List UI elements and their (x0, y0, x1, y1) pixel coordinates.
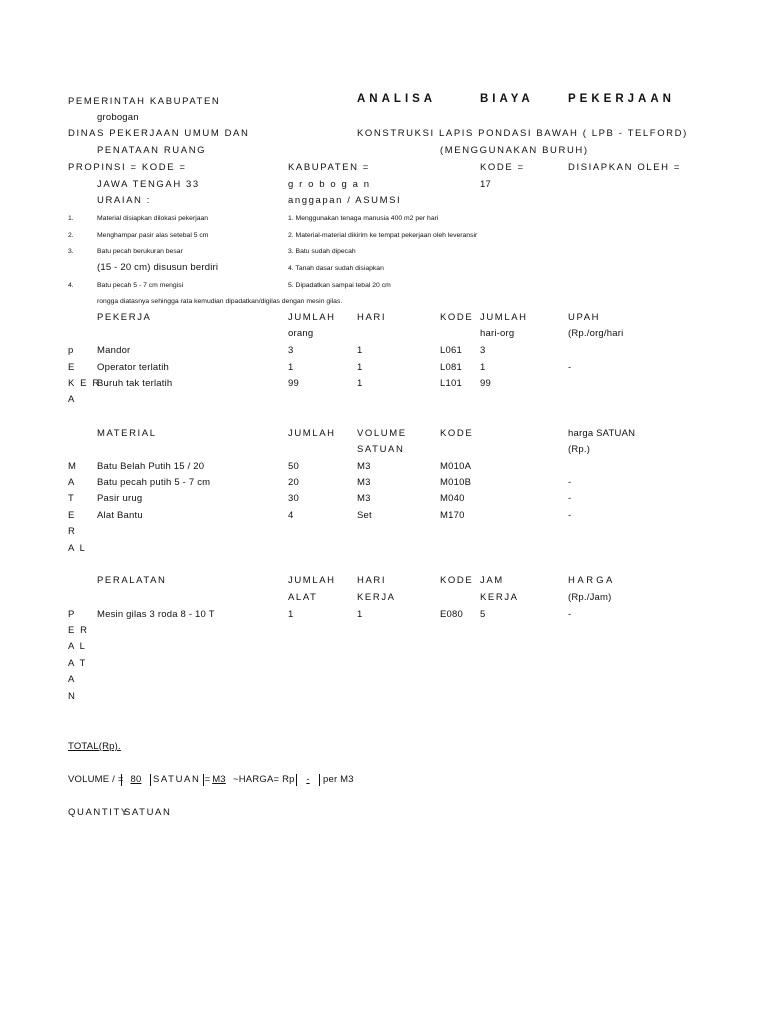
worker-hari: 1 (357, 345, 363, 356)
col-header-kode: KODE (440, 575, 474, 586)
col-header-kode: KODE (440, 428, 474, 439)
sub-header-orang: orang (288, 328, 314, 339)
worker-jumlah: 1 (288, 362, 294, 373)
col-header-hari: HARI (357, 575, 387, 586)
material-harga: - (568, 493, 572, 504)
worker-hari: 1 (357, 378, 363, 389)
kode-value: 17 (480, 179, 491, 190)
col-header-volume: VOLUME (357, 428, 407, 439)
material-name: Batu Belah Putih 15 / 20 (97, 461, 205, 472)
material-name: Pasir urug (97, 493, 143, 504)
per-unit: per M3 (323, 774, 354, 785)
subtitle-2: (MENGGUNAKAN BURUH) (440, 145, 589, 156)
side-letter: p (68, 345, 74, 356)
uraian-step: Material disiapkan dilokasi pekerjaan (97, 215, 209, 222)
uraian-label: URAIAN : (97, 195, 151, 206)
col-header-jam: JAM (480, 575, 504, 586)
side-letter: A (68, 477, 75, 488)
side-letter: P (68, 609, 75, 620)
asumsi-item: 3. Batu sudah dipecah (288, 248, 356, 255)
kabupaten-value: g r o b o g a n (288, 179, 371, 190)
title-word-1: ANALISA (357, 93, 437, 105)
material-satuan: M3 (357, 477, 371, 488)
side-letter: T (68, 493, 75, 504)
asumsi-item: 4. Tanah dasar sudah disiapkan (288, 265, 384, 272)
sub-header-satuan: SATUAN (357, 444, 405, 455)
side-letter: N (68, 691, 76, 702)
material-kode: M010B (440, 477, 472, 488)
agency-line-4: PENATAAN RUANG (97, 145, 207, 156)
material-harga: - (568, 510, 572, 521)
uraian-step: (15 - 20 cm) disusun berdiri (97, 262, 219, 273)
harga-label: ~HARGA= Rp (233, 774, 295, 785)
disiapkan-label: DISIAPKAN OLEH = (568, 162, 681, 173)
quantity-label: QUANTITY (68, 807, 129, 818)
sub-header-rp: (Rp.) (568, 444, 591, 455)
material-name: Batu pecah putih 5 - 7 cm (97, 477, 211, 488)
asumsi-item: 5. Dipadatkan sampai tebal 20 cm (288, 282, 391, 289)
worker-jumlah: 99 (288, 378, 299, 389)
equipment-name: Mesin gilas 3 roda 8 - 10 T (97, 609, 215, 620)
total-label: TOTAL(Rp). (68, 741, 121, 752)
satuan-label: SATUAN = (153, 774, 212, 785)
worker-kode: L101 (440, 378, 462, 389)
material-satuan: Set (357, 510, 372, 521)
worker-upah: - (568, 362, 572, 373)
equipment-kode: E080 (440, 609, 463, 620)
satuan-word: SATUAN (124, 807, 172, 818)
harga-value: - (296, 774, 320, 786)
equipment-hari: 1 (357, 609, 363, 620)
material-jumlah: 50 (288, 461, 299, 472)
title-word-2: BIAYA (480, 93, 534, 105)
uraian-num: 3. (68, 248, 74, 255)
sub-header-rp: (Rp./org/hari (568, 328, 624, 339)
side-letter: E (68, 510, 75, 521)
side-letter: K E R . (68, 378, 110, 389)
uraian-tail: rongga diatasnya sehingga rata kemudian dipadatkan/digilas dengan mesin gilas. (97, 298, 343, 305)
material-jumlah: 30 (288, 493, 299, 504)
side-letter: A (68, 674, 75, 685)
uraian-num: 4. (68, 282, 74, 289)
col-header-harga-satuan: harga SATUAN (568, 428, 636, 439)
sub-header-hari-org: hari-org (480, 328, 515, 339)
material-harga: - (568, 477, 572, 488)
col-header-jumlah: JUMLAH (288, 312, 336, 323)
equipment-jumlah: 1 (288, 609, 294, 620)
material-kode: M170 (440, 510, 465, 521)
asumsi-item: 2. Material-material dikirim ke tempat pekerjaan oleh leveransir (288, 232, 478, 239)
material-satuan: M3 (357, 461, 371, 472)
col-header-upah: UPAH (568, 312, 601, 323)
material-kode: M040 (440, 493, 465, 504)
col-header-jumlah-2: JUMLAH (480, 312, 528, 323)
agency-line-3: DINAS PEKERJAAN UMUM DAN (68, 128, 250, 139)
worker-name: Operator terlatih (97, 362, 170, 373)
side-letter: A L (68, 641, 87, 652)
sub-header-kerja-2: KERJA (480, 592, 519, 603)
asumsi-label: anggapan / ASUMSI (288, 195, 402, 206)
uraian-num: 1. (68, 215, 74, 222)
side-letter: A T (68, 658, 87, 669)
agency-line-2: grobogan (97, 112, 139, 123)
worker-hari-org: 1 (480, 362, 486, 373)
equipment-jam: 5 (480, 609, 486, 620)
material-name: Alat Bantu (97, 510, 143, 521)
worker-name: Mandor (97, 345, 131, 356)
uraian-step: Menghampar pasir alas setebal 5 cm (97, 232, 209, 239)
kode-label: KODE = (480, 162, 525, 173)
propinsi-value: JAWA TENGAH 33 (97, 179, 200, 190)
pekerja-header: PEKERJA (97, 312, 152, 323)
side-letter: E R (68, 625, 89, 636)
agency-line-1: PEMERINTAH KABUPATEN (68, 96, 221, 107)
volume-label: VOLUME / = (68, 774, 124, 785)
material-satuan: M3 (357, 493, 371, 504)
kabupaten-label: KABUPATEN = (288, 162, 370, 173)
side-letter: A (68, 394, 75, 405)
side-letter: A L (68, 543, 87, 554)
subtitle: KONSTRUKSI LAPIS PONDASI BAWAH ( LPB - TELFORD) (357, 128, 688, 139)
material-jumlah: 4 (288, 510, 294, 521)
col-header-harga: H A R G A (568, 575, 613, 586)
sub-header-kerja: KERJA (357, 592, 396, 603)
peralatan-header: PERALATAN (97, 575, 167, 586)
worker-hari-org: 99 (480, 378, 491, 389)
worker-jumlah: 3 (288, 345, 294, 356)
col-header-jumlah: JUMLAH (288, 428, 336, 439)
worker-hari-org: 3 (480, 345, 486, 356)
material-kode: M010A (440, 461, 472, 472)
col-header-jumlah: JUMLAH (288, 575, 336, 586)
worker-name: Buruh tak terlatih (97, 378, 173, 389)
propinsi-label: PROPINSI = KODE = (68, 162, 187, 173)
material-jumlah: 20 (288, 477, 299, 488)
sub-header-alat: ALAT (288, 592, 318, 603)
worker-hari: 1 (357, 362, 363, 373)
side-letter: E (68, 362, 75, 373)
worker-kode: L081 (440, 362, 462, 373)
asumsi-item: 1. Menggunakan tenaga manusia 400 m2 per hari (288, 215, 439, 222)
col-header-hari: HARI (357, 312, 387, 323)
col-header-kode: KODE (440, 312, 474, 323)
equipment-harga: - (568, 609, 572, 620)
volume-value: 80 (121, 774, 151, 786)
side-letter: R (68, 526, 76, 537)
uraian-num: 2. (68, 232, 74, 239)
side-letter: M (68, 461, 77, 472)
title-word-3: PEKERJAAN (568, 93, 675, 105)
material-header: MATERIAL (97, 428, 157, 439)
uraian-step: Batu pecah 5 - 7 cm mengisi (97, 282, 184, 289)
sub-header-rp-jam: (Rp./Jam) (568, 592, 612, 603)
worker-kode: L061 (440, 345, 462, 356)
satuan-value: M3 (203, 774, 234, 786)
uraian-step: Batu pecah berukuran besar (97, 248, 183, 255)
